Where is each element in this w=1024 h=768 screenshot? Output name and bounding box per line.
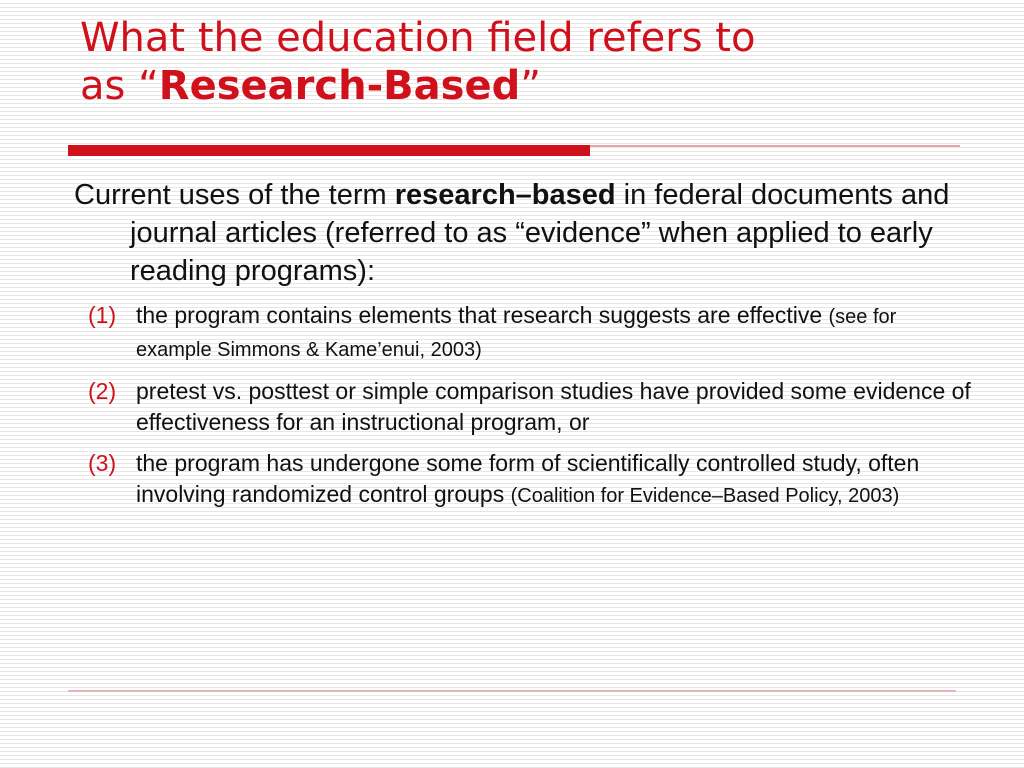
intro-end: in federal documents and journal articles (referred to as “evidence” when applied to early reading programs): — [130, 179, 950, 287]
footer-rule — [68, 690, 956, 692]
slide-title — [80, 14, 960, 110]
intro-start: Current uses of the term — [74, 179, 395, 211]
list-item — [74, 448, 974, 512]
definition-list — [74, 300, 974, 512]
title-underline-thick — [68, 145, 590, 156]
slide-body — [74, 176, 974, 522]
item-citation: (see for example Simmons & Kame’enui, 2003) — [136, 306, 897, 361]
item-text: the program contains elements that research suggests are effective — [136, 302, 829, 328]
item-number: (2) — [88, 378, 117, 404]
item-text: the program has undergone some form of scientifically controlled study, often involving randomized control groups — [136, 450, 920, 507]
list-item — [74, 300, 974, 366]
title-underline-thin — [590, 145, 960, 147]
item-text: pretest vs. posttest or simple comparison studies have provided some evidence of effectiveness for an instructional program, or — [136, 378, 971, 435]
title-bold-term: Research-Based — [158, 63, 521, 109]
intro-paragraph — [74, 176, 974, 290]
intro-term: research–based — [394, 179, 616, 211]
title-line-1: What the education field refers to — [80, 15, 756, 61]
title-prefix: as “ — [80, 63, 159, 109]
list-item — [74, 376, 974, 438]
item-number: (1) — [88, 302, 117, 328]
title-suffix: ” — [520, 63, 541, 109]
item-number: (3) — [88, 450, 117, 476]
item-citation: (Coalition for Evidence–Based Policy, 2003) — [510, 485, 900, 507]
